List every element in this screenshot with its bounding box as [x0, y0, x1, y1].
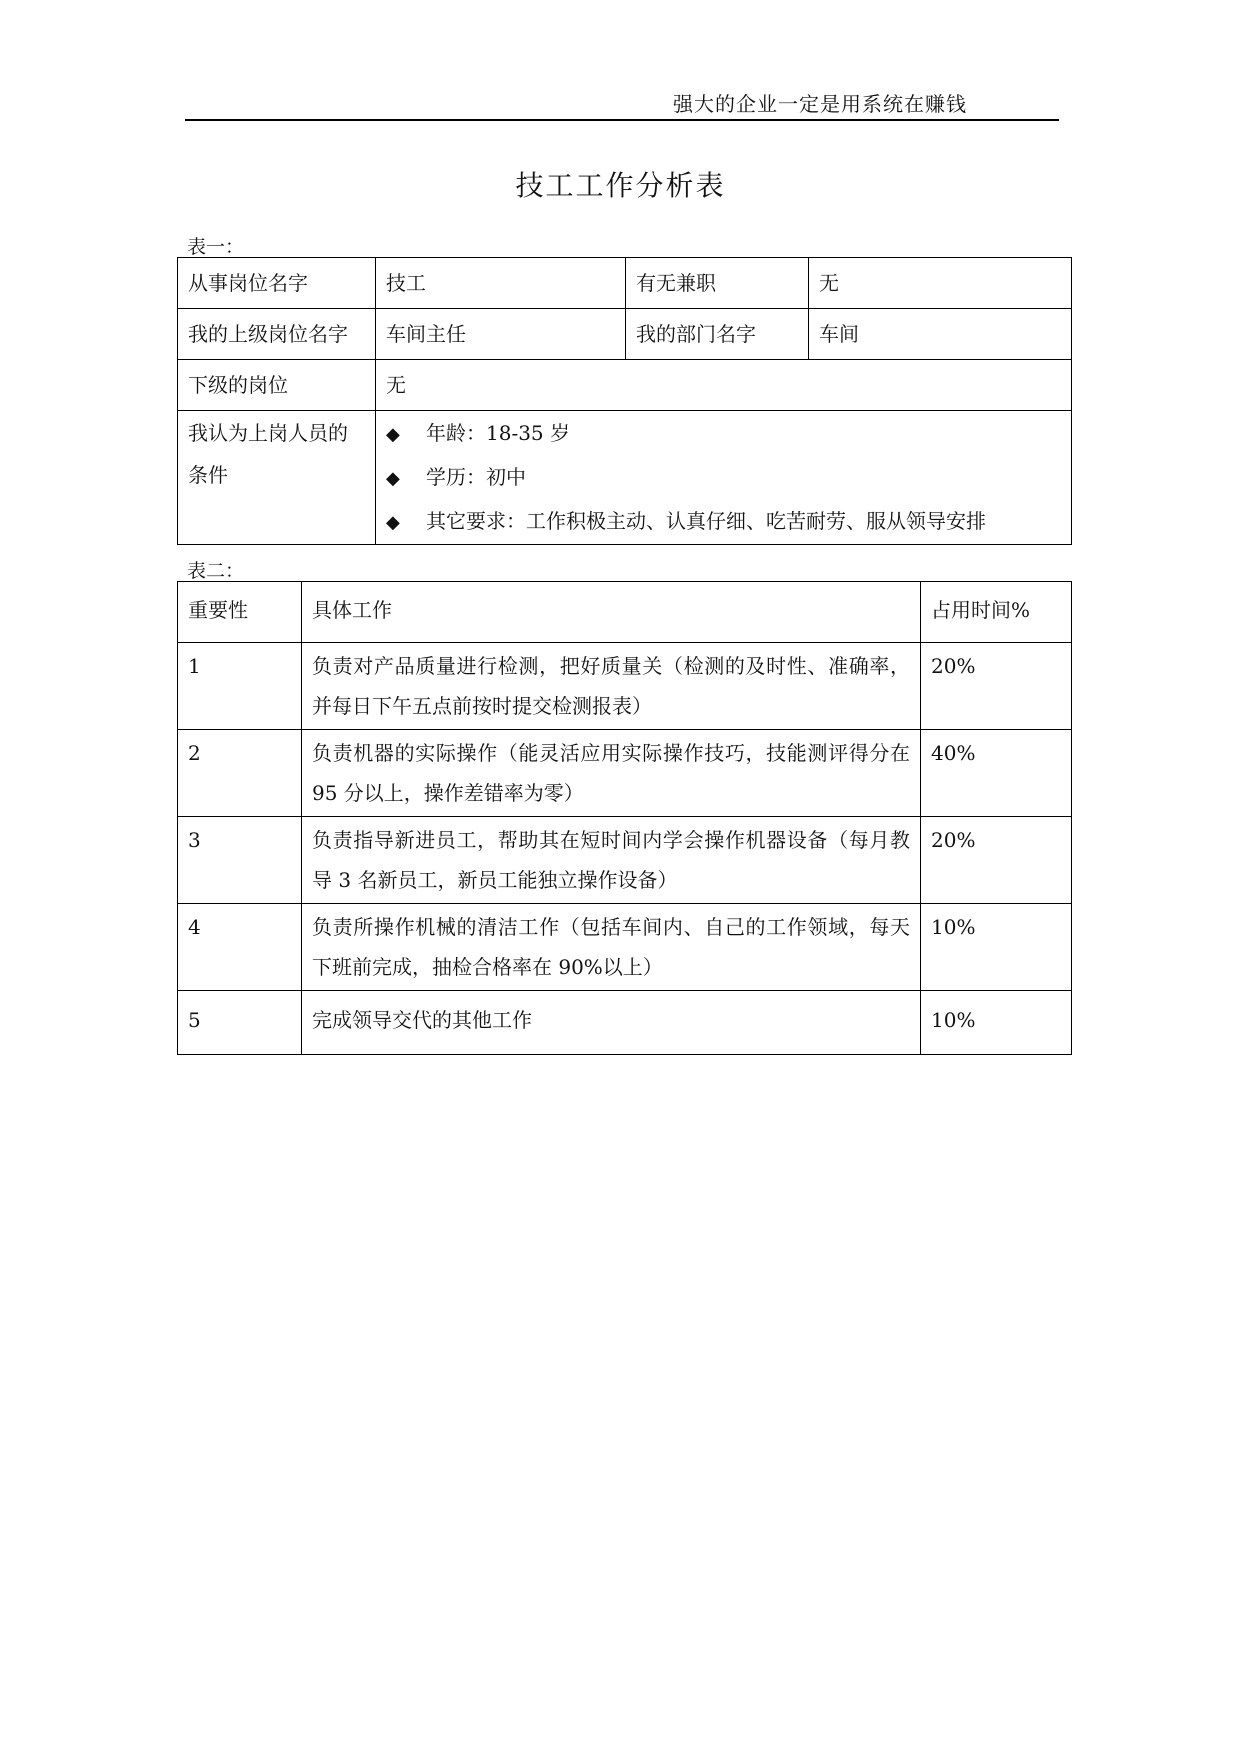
- importance-header: 重要性: [178, 582, 302, 643]
- requirement-item: [386, 500, 1061, 544]
- table-row: [178, 991, 1072, 1055]
- requirement-other: 其它要求：工作积极主动、认真仔细、吃苦耐劳、服从领导安排: [426, 509, 986, 533]
- table-row: [178, 258, 1072, 309]
- importance-cell: 2: [178, 730, 302, 817]
- job-info-table: [177, 257, 1072, 545]
- time-header: 占用时间%: [921, 582, 1072, 643]
- importance-cell: 3: [178, 817, 302, 904]
- department-value: 车间: [809, 309, 1072, 360]
- table-header-row: [178, 582, 1072, 643]
- requirement-item: [386, 412, 1061, 456]
- requirement-education: 学历：初中: [426, 465, 526, 489]
- diamond-bullet-icon: ◆: [386, 512, 400, 533]
- table-row: [178, 730, 1072, 817]
- table2-caption: 表二：: [187, 560, 245, 582]
- importance-cell: 4: [178, 904, 302, 991]
- table-row: [178, 360, 1072, 411]
- diamond-bullet-icon: ◆: [386, 424, 400, 445]
- work-cell: 负责机器的实际操作（能灵活应用实际操作技巧，技能测评得分在 95 分以上，操作差错率为零）: [302, 730, 921, 817]
- work-cell: 完成领导交代的其他工作: [302, 991, 921, 1055]
- work-cell: 负责对产品质量进行检测，把好质量关（检测的及时性、准确率，并每日下午五点前按时提交检测报表）: [302, 643, 921, 730]
- superior-position-label: 我的上级岗位名字: [178, 309, 376, 360]
- table-row: [178, 817, 1072, 904]
- job-duties-table: [177, 581, 1072, 1055]
- requirement-age: 年龄：18-35 岁: [426, 421, 571, 445]
- time-cell: 40%: [921, 730, 1072, 817]
- department-label: 我的部门名字: [626, 309, 809, 360]
- header-slogan: 强大的企业一定是用系统在赚钱: [673, 92, 967, 116]
- table-row: [178, 411, 1072, 545]
- time-cell: 20%: [921, 817, 1072, 904]
- time-cell: 10%: [921, 991, 1072, 1055]
- subordinate-position-label: 下级的岗位: [178, 360, 376, 411]
- requirements-list: [376, 411, 1072, 545]
- position-name-label: 从事岗位名字: [178, 258, 376, 309]
- work-header: 具体工作: [302, 582, 921, 643]
- requirement-item: [386, 456, 1061, 500]
- superior-position-value: 车间主任: [376, 309, 626, 360]
- importance-cell: 5: [178, 991, 302, 1055]
- table-row: [178, 904, 1072, 991]
- work-cell: 负责所操作机械的清洁工作（包括车间内、自己的工作领域，每天下班前完成，抽检合格率在 90%以上）: [302, 904, 921, 991]
- position-name-value: 技工: [376, 258, 626, 309]
- part-time-value: 无: [809, 258, 1072, 309]
- time-cell: 20%: [921, 643, 1072, 730]
- part-time-label: 有无兼职: [626, 258, 809, 309]
- diamond-bullet-icon: ◆: [386, 468, 400, 489]
- header-divider: [185, 119, 1059, 121]
- table1-caption: 表一：: [187, 236, 245, 258]
- subordinate-position-value: 无: [376, 360, 1072, 411]
- importance-cell: 1: [178, 643, 302, 730]
- work-cell: 负责指导新进员工，帮助其在短时间内学会操作机器设备（每月教导 3 名新员工，新员工能独立操作设备）: [302, 817, 921, 904]
- time-cell: 10%: [921, 904, 1072, 991]
- table-row: [178, 643, 1072, 730]
- requirements-label: 我认为上岗人员的条件: [178, 411, 376, 545]
- document-title: 技工工作分析表: [515, 169, 726, 202]
- table-row: [178, 309, 1072, 360]
